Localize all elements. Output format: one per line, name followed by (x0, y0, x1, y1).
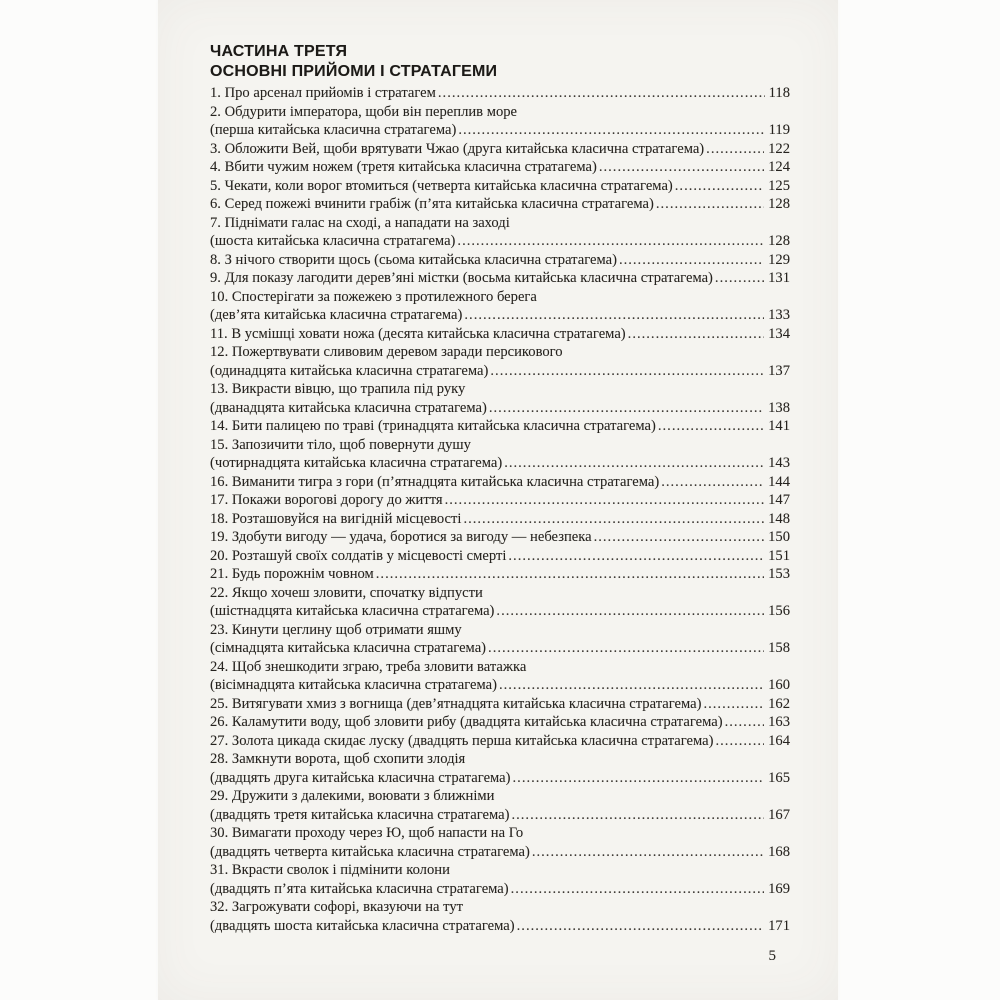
toc-entry-line (210, 158, 790, 177)
toc-entry (210, 621, 790, 658)
toc-entry (210, 251, 790, 270)
toc-entry (210, 861, 790, 898)
toc-leader-dots (499, 676, 764, 695)
toc-leader-dots (496, 602, 764, 621)
toc-page-ref: 167 (768, 806, 790, 823)
toc-leader-dots (517, 917, 764, 936)
toc-entry-line (210, 528, 790, 547)
toc-entry-text: 21. Будь порожнім човном (210, 566, 374, 582)
toc-entry-line (210, 602, 790, 621)
toc-entry-text: 19. Здобути вигоду — удача, боротися за вигоду — небезпека (210, 529, 592, 545)
toc-entry-line (210, 880, 790, 899)
toc-leader-dots (438, 84, 765, 103)
toc-page-ref: 162 (768, 695, 790, 712)
toc-entry-line (210, 510, 790, 529)
toc-leader-dots (658, 417, 764, 436)
toc-entry-line (210, 750, 790, 769)
toc-page-ref: 164 (768, 732, 790, 749)
toc-entry-text: 26. Каламутити воду, щоб зловити рибу (двадцята китайська класична стратагема) (210, 714, 723, 730)
toc-entry-line (210, 288, 790, 307)
toc-entry-text: (вісімнадцята китайська класична стратагема) (210, 677, 497, 693)
toc-leader-dots (661, 473, 764, 492)
toc-page-ref: 128 (768, 196, 790, 212)
toc-page-ref: 118 (768, 85, 790, 101)
toc-entry-text: (дванадцята китайська класична стратагема) (210, 399, 487, 416)
toc-entry-line (210, 843, 790, 862)
toc-entry-line (210, 269, 790, 288)
toc-entry-text: 9. Для показу лагодити дерев’яні містки (восьма китайська класична стратагема) (210, 270, 713, 286)
toc-leader-dots (715, 269, 764, 288)
toc-entry-line (210, 84, 790, 103)
toc-entry-text: (двадцять п’ята китайська класична стратагема) (210, 880, 509, 897)
toc-entry (210, 565, 790, 584)
toc-page-ref: 134 (768, 325, 790, 342)
toc-page-ref: 147 (768, 492, 790, 508)
toc-entry-text: 1. Про арсенал прийомів і стратагем (210, 85, 436, 101)
toc-entry-text: 8. З нічого створити щось (сьома китайська класична стратагема) (210, 251, 617, 268)
toc-entry-text: 32. Загрожувати софорі, вказуючи на тут (210, 899, 464, 915)
toc-page-ref: 151 (768, 547, 790, 564)
toc-entry (210, 195, 790, 214)
toc-entry-text: 5. Чекати, коли ворог втомиться (четверта китайська класична стратагема) (210, 177, 673, 194)
toc-entry-line (210, 787, 790, 806)
toc-entry (210, 732, 790, 751)
toc-entry-text: 20. Розташуй своїх солдатів у місцевості смерті (210, 547, 507, 564)
toc-entry (210, 584, 790, 621)
toc-leader-dots (703, 695, 764, 714)
toc-entry-line (210, 399, 790, 418)
toc-entry-text: 31. Вкрасти сволок і підмінити колони (210, 862, 450, 878)
toc-entry-line (210, 621, 790, 640)
toc-leader-dots (532, 843, 764, 862)
toc-entry (210, 547, 790, 566)
toc-entry-text: (одинадцята китайська класична стратагема) (210, 362, 489, 379)
toc-leader-dots (656, 195, 764, 214)
toc-entry-line (210, 177, 790, 196)
part-subtitle: ОСНОВНІ ПРИЙОМИ І СТРАТАГЕМИ (210, 63, 498, 80)
toc-leader-dots (504, 454, 764, 473)
toc-leader-dots (488, 639, 764, 658)
toc-entry-text: 27. Золота цикада скидає луску (двадцять перша китайська класична стратагема) (210, 732, 714, 749)
toc-page-ref: 129 (768, 251, 790, 268)
toc-page-ref: 160 (768, 677, 790, 693)
toc-leader-dots (489, 399, 764, 418)
toc-entry (210, 787, 790, 824)
toc-entry-text: 11. В усмішці ховати ножа (десята китайська класична стратагема) (210, 325, 626, 342)
toc-page-ref: 156 (768, 603, 790, 619)
toc-entry (210, 713, 790, 732)
toc-page-ref: 171 (768, 917, 790, 934)
toc-entry-line (210, 121, 790, 140)
toc-entry-text: 6. Серед пожежі вчинити грабіж (п’ята китайська класична стратагема) (210, 196, 654, 212)
toc-entry-text: (дев’ята китайська класична стратагема) (210, 307, 463, 323)
toc-entry-line (210, 695, 790, 714)
toc-leader-dots (490, 362, 764, 381)
toc-page-ref: 153 (768, 566, 790, 582)
toc-entry-text: 30. Вимагати проходу через Ю, щоб напасти на Го (210, 825, 524, 841)
toc-entry-text: 29. Дружити з далекими, воювати з ближніми (210, 788, 495, 804)
part-title: ЧАСТИНА ТРЕТЯ (210, 43, 348, 60)
toc-entry-text: (двадцять друга китайська класична стратагема) (210, 769, 511, 786)
toc-entry-line (210, 658, 790, 677)
toc-leader-dots (376, 565, 764, 584)
toc-entry-line (210, 713, 790, 732)
toc-entry-text: 17. Покажи ворогові дорогу до життя (210, 492, 443, 508)
toc-leader-dots (594, 528, 765, 547)
toc-page-ref: 148 (768, 510, 790, 527)
toc-entry (210, 436, 790, 473)
toc-entry-line (210, 584, 790, 603)
toc-entry-line (210, 861, 790, 880)
toc-entry (210, 158, 790, 177)
toc-leader-dots (619, 251, 764, 270)
toc-entry (210, 84, 790, 103)
toc-page-ref: 150 (768, 529, 790, 545)
toc-entry (210, 140, 790, 159)
toc-entry-text: (шістнадцята китайська класична стратагема) (210, 603, 495, 619)
toc-entry-line (210, 473, 790, 492)
toc-page-ref: 143 (768, 455, 790, 471)
toc-entry-line (210, 491, 790, 510)
toc-page-ref: 168 (768, 843, 790, 860)
toc-entry (210, 695, 790, 714)
toc-entry-text: (чотирнадцята китайська класична стратагема) (210, 455, 503, 471)
toc-leader-dots (463, 510, 764, 529)
toc-entry-line (210, 676, 790, 695)
toc-entry-text: 22. Якщо хочеш зловити, спочатку відпусти (210, 584, 483, 601)
toc-entry-text: (шоста китайська класична стратагема) (210, 233, 456, 249)
toc-entry-line (210, 103, 790, 122)
toc-entry-line (210, 380, 790, 399)
toc-entry (210, 528, 790, 547)
page-number: 5 (768, 948, 776, 964)
toc-entry-text: (сімнадцята китайська класична стратагема) (210, 640, 487, 656)
toc-entry (210, 177, 790, 196)
toc-leader-dots (716, 732, 765, 751)
toc-leader-dots (706, 140, 764, 159)
toc-entry-line (210, 565, 790, 584)
toc-entry-text: 23. Кинути цеглину щоб отримати яшму (210, 621, 462, 638)
toc-page-ref: 169 (768, 880, 790, 897)
toc-entry (210, 824, 790, 861)
toc-entry-line (210, 917, 790, 936)
toc-page-ref: 137 (768, 362, 790, 379)
toc-entry (210, 898, 790, 935)
toc-page-ref: 131 (768, 270, 790, 286)
toc-page-ref: 124 (768, 159, 790, 175)
toc-page-ref: 125 (768, 177, 790, 194)
toc-entry-line (210, 325, 790, 344)
toc-leader-dots (513, 769, 765, 788)
toc-leader-dots (458, 121, 764, 140)
toc-entry-line (210, 343, 790, 362)
toc-entry-line (210, 417, 790, 436)
toc-entry-text: 2. Обдурити імператора, щоби він переплив море (210, 103, 518, 120)
toc-entry-text: 14. Бити палицею по траві (тринадцята китайська класична стратагема) (210, 418, 656, 434)
toc-entry-line (210, 769, 790, 788)
toc-page-ref: 128 (768, 233, 790, 249)
toc-leader-dots (628, 325, 764, 344)
toc-entry-line (210, 732, 790, 751)
toc-entry-text: 25. Витягувати хмиз з вогнища (дев’ятнадцята китайська класична стратагема) (210, 695, 702, 712)
toc-entry (210, 288, 790, 325)
toc-leader-dots (508, 547, 764, 566)
toc-leader-dots (725, 713, 765, 732)
toc-entry-text: (двадцять третя китайська класична стратагема) (210, 806, 510, 823)
toc-page-ref: 163 (768, 714, 790, 730)
toc-entry (210, 473, 790, 492)
toc-entry-text: 15. Запозичити тіло, щоб повернути душу (210, 436, 471, 453)
toc-entry-line (210, 898, 790, 917)
book-page (158, 0, 838, 1000)
toc-entry-text: (перша китайська класична стратагема) (210, 122, 457, 138)
toc-leader-dots (457, 232, 764, 251)
toc-page-ref: 141 (768, 418, 790, 434)
toc-leader-dots (464, 306, 764, 325)
toc-page-ref: 119 (768, 122, 790, 138)
toc-entry-text: 3. Обложити Вей, щоби врятувати Чжао (друга китайська класична стратагема) (210, 140, 705, 157)
toc-entry-line (210, 436, 790, 455)
toc-entry-line (210, 639, 790, 658)
toc-entry (210, 750, 790, 787)
toc-entry-line (210, 251, 790, 270)
toc-entry (210, 510, 790, 529)
toc-entry-text: (двадцять шоста китайська класична стратагема) (210, 917, 515, 934)
toc-entry (210, 343, 790, 380)
toc-entry-line (210, 547, 790, 566)
toc-entry-text: 4. Вбити чужим ножем (третя китайська класична стратагема) (210, 159, 597, 175)
toc-page-ref: 144 (768, 473, 790, 490)
toc-entry-text: 28. Замкнути ворота, щоб схопити злодія (210, 751, 466, 767)
toc-leader-dots (511, 880, 764, 899)
toc-leader-dots (445, 491, 765, 510)
toc-entry-line (210, 806, 790, 825)
toc-entry-text: 16. Виманити тигра з гори (п’ятнадцята китайська класична стратагема) (210, 473, 660, 490)
toc-entry-text: 7. Піднімати галас на сході, а нападати на заході (210, 214, 510, 231)
toc-entry (210, 658, 790, 695)
toc-list (210, 84, 790, 935)
toc-entry (210, 103, 790, 140)
toc-page-ref: 138 (768, 399, 790, 416)
toc-entry (210, 491, 790, 510)
toc-page-ref: 122 (768, 140, 790, 157)
toc-entry-line (210, 140, 790, 159)
toc-entry-line (210, 214, 790, 233)
toc-entry-line (210, 824, 790, 843)
toc-entry (210, 325, 790, 344)
toc-leader-dots (675, 177, 764, 196)
toc-entry-line (210, 454, 790, 473)
toc-page-ref: 165 (768, 769, 790, 786)
toc-entry-text: 24. Щоб знешкодити зграю, треба зловити ватажка (210, 658, 527, 675)
toc-page-ref: 158 (768, 640, 790, 656)
toc-entry (210, 269, 790, 288)
toc-entry (210, 380, 790, 417)
toc-entry-text: 13. Викрасти вівцю, що трапила під руку (210, 381, 466, 397)
toc-entry-text: 18. Розташовуйся на вигідній місцевості (210, 510, 462, 527)
toc-entry (210, 417, 790, 436)
toc-entry (210, 214, 790, 251)
toc-entry-text: (двадцять четверта китайська класична стратагема) (210, 843, 530, 860)
toc-leader-dots (511, 806, 764, 825)
toc-entry-text: 12. Пожертвувати сливовим деревом заради персикового (210, 344, 563, 360)
toc-entry-line (210, 306, 790, 325)
toc-page-ref: 133 (768, 307, 790, 323)
toc-entry-text: 10. Спостерігати за пожежею з протилежного берега (210, 288, 537, 305)
toc-entry-line (210, 362, 790, 381)
toc-entry-line (210, 195, 790, 214)
toc-entry-line (210, 232, 790, 251)
toc-leader-dots (599, 158, 764, 177)
